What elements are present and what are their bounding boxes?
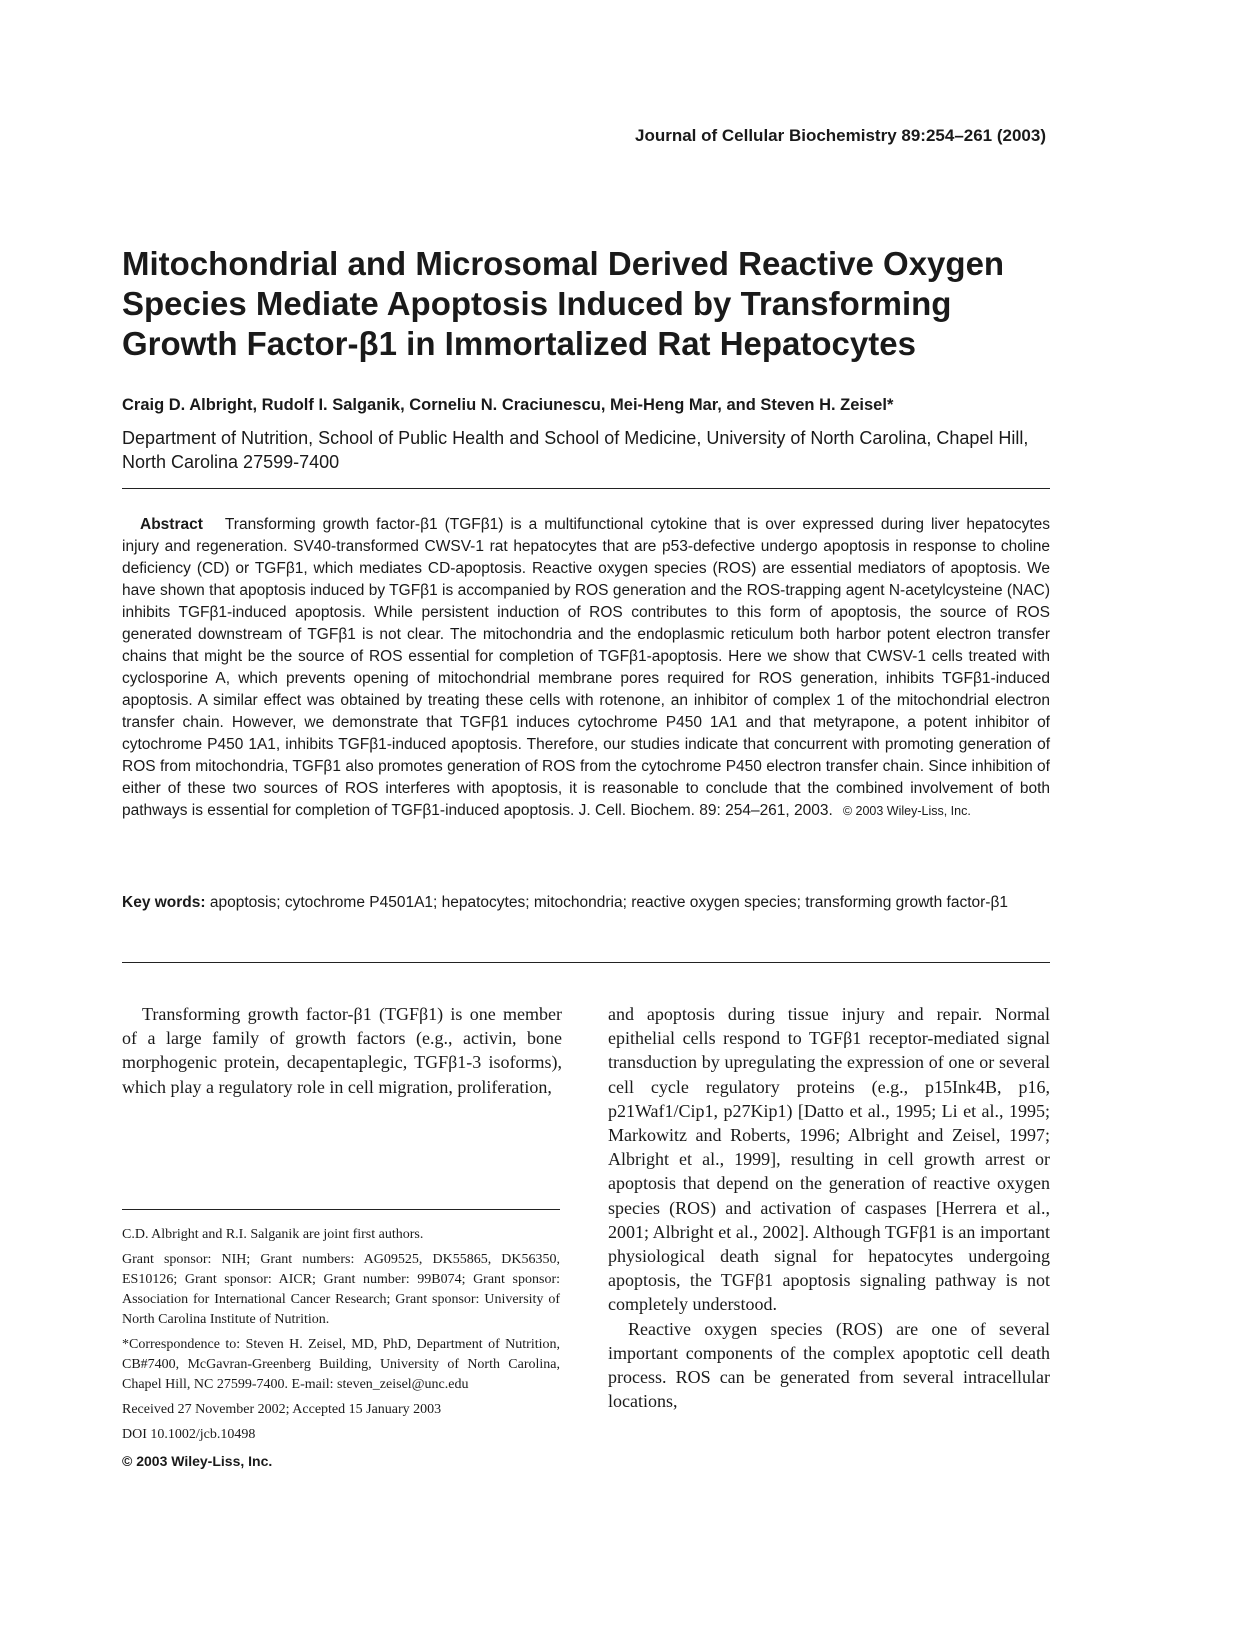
title-line: Species Mediate Apoptosis Induced by Transforming bbox=[122, 285, 952, 322]
keywords-text: apoptosis; cytochrome P4501A1; hepatocytes; mitochondria; reactive oxygen species; transforming growth factor-β1 bbox=[209, 894, 1008, 911]
abstract bbox=[122, 514, 1050, 822]
footnote-doi: DOI 10.1002/jcb.10498 bbox=[122, 1427, 256, 1442]
title-line: Mitochondrial and Microsomal Derived Reactive Oxygen bbox=[122, 245, 1005, 282]
keywords bbox=[122, 892, 1050, 913]
affiliation: Department of Nutrition, School of Public Health and School of Medicine, University of North Carolina, Chapel Hill, North Carolina 27599-7400 bbox=[122, 428, 1029, 472]
header-rule bbox=[122, 488, 1050, 489]
journal-citation: Journal of Cellular Biochemistry 89:254–261 (2003) bbox=[634, 126, 1046, 145]
footnote-correspondence: *Correspondence to: Steven H. Zeisel, MD, PhD, Department of Nutrition, CB#7400, McGavran-Greenberg Building, University of North Carolina, Chapel Hill, NC 27599-7400. E-mail: steven_zeisel@unc.edu bbox=[122, 1337, 560, 1392]
abstract-rule bbox=[122, 962, 1050, 963]
author-list: Craig D. Albright, Rudolf I. Salganik, Corneliu N. Craciunescu, Mei-Heng Mar, and Steven H. Zeisel* bbox=[122, 396, 894, 414]
body-column-right bbox=[608, 1002, 1050, 1413]
body-column-left bbox=[122, 1002, 562, 1099]
title-line: Growth Factor-β1 in Immortalized Rat Hepatocytes bbox=[122, 325, 916, 362]
keywords-label: Key words: bbox=[122, 894, 206, 911]
article-title bbox=[122, 244, 1082, 364]
footnote-rule bbox=[122, 1209, 560, 1210]
body-paragraph: Transforming growth factor-β1 (TGFβ1) is one member of a large family of growth factors (e.g., activin, bone morphogenic protein, decapentaplegic, TGFβ1-3 isoforms), which play a regulatory role in cell migration, proliferation, bbox=[122, 1004, 562, 1097]
abstract-label: Abstract bbox=[140, 516, 203, 533]
footnote-joint-authors: C.D. Albright and R.I. Salganik are joint first authors. bbox=[122, 1227, 424, 1242]
abstract-copyright: © 2003 Wiley-Liss, Inc. bbox=[842, 804, 971, 818]
footnotes bbox=[122, 1225, 560, 1476]
footnote-publisher: © 2003 Wiley-Liss, Inc. bbox=[122, 1453, 273, 1469]
body-paragraph: Reactive oxygen species (ROS) are one of several important components of the complex apoptotic cell death process. ROS can be generated from several intracellular locations, bbox=[608, 1318, 1050, 1412]
body-paragraph: and apoptosis during tissue injury and repair. Normal epithelial cells respond to TGFβ1 receptor-mediated signal transduction by upregulating the expression of one or several cell cycle regulatory proteins (e.g., p15Ink4B, p16, p21Waf1/Cip1, p27Kip1) [Datto et al., 1995; Li et al., 1995; Markowitz and Roberts, 1996; Albright and Zeisel, 1997; Albright et al., 1999], resulting in cell growth arrest or apoptosis that depend on the generation of reactive oxygen species (ROS) and activation of caspases [Herrera et al., 2001; Albright et al., 2002]. Although TGFβ1 is an important physiological death signal for hepatocytes undergoing apoptosis, the TGFβ1 apoptosis signaling pathway is not completely understood. bbox=[608, 1004, 1050, 1315]
footnote-grants: Grant sponsor: NIH; Grant numbers: AG09525, DK55865, DK56350, ES10126; Grant sponsor: AICR; Grant number: 99B074; Grant sponsor: Association for International Cancer Research; Grant sponsor: University of North Carolina Institute of Nutrition. bbox=[122, 1252, 560, 1327]
footnote-received: Received 27 November 2002; Accepted 15 January 2003 bbox=[122, 1402, 442, 1417]
abstract-text: Transforming growth factor-β1 (TGFβ1) is a multifunctional cytokine that is over expressed during liver hepatocytes injury and regeneration. SV40-transformed CWSV-1 rat hepatocytes that are p53-defective undergo apoptosis in response to choline deficiency (CD) or TGFβ1, which mediates CD-apoptosis. Reactive oxygen species (ROS) are essential mediators of apoptosis. We have shown that apoptosis induced by TGFβ1 is accompanied by ROS generation and the ROS-trapping agent N-acetylcysteine (NAC) inhibits TGFβ1-induced apoptosis. While persistent induction of ROS contributes to this form of apoptosis, the source of ROS generated downstream of TGFβ1 is not clear. The mitochondria and the endoplasmic reticulum both harbor potent electron transfer chains that might be the source of ROS essential for completion of TGFβ1-apoptosis. Here we show that CWSV-1 cells treated with cyclosporine A, which prevents opening of mitochondrial membrane pores required for ROS generation, inhibits TGFβ1-induced apoptosis. A similar effect was obtained by treating these cells with rotenone, an inhibitor of complex 1 of the mitochondrial electron transfer chain. However, we demonstrate that TGFβ1 induces cytochrome P450 1A1 and that metyrapone, a potent inhibitor of cytochrome P450 1A1, inhibits TGFβ1-induced apoptosis. Therefore, our studies indicate that concurrent with promoting generation of ROS from mitochondria, TGFβ1 also promotes generation of ROS from the cytochrome P450 electron transfer chain. Since inhibition of either of these two sources of ROS interferes with apoptosis, it is reasonable to conclude that the combined involvement of both pathways is essential for completion of TGFβ1-induced apoptosis. J. Cell. Biochem. 89: 254–261, 2003. bbox=[122, 516, 1050, 819]
